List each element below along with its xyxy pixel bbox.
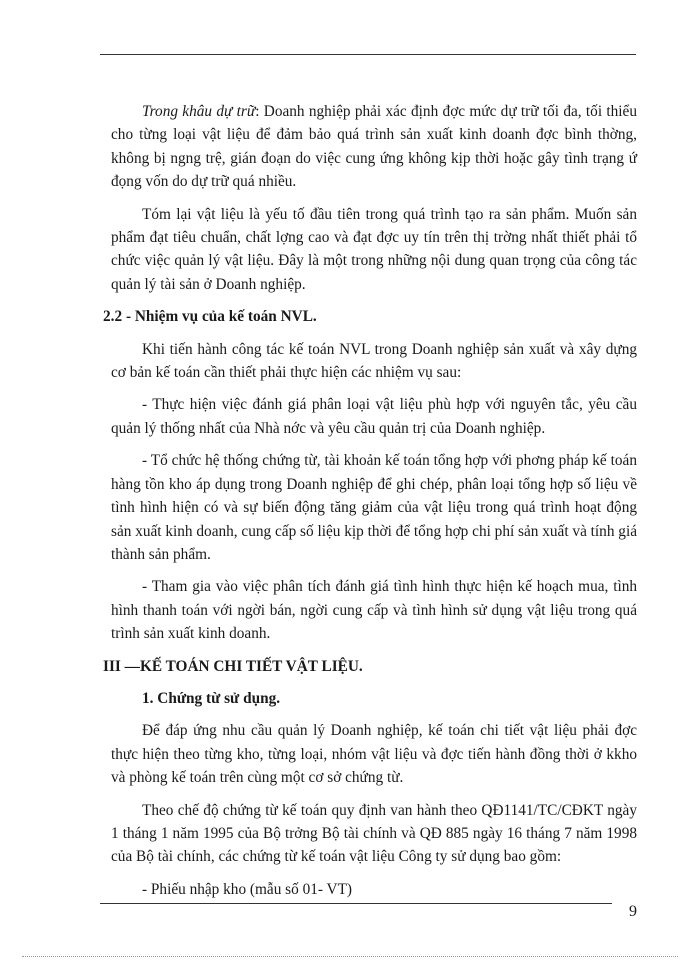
paragraph-summary: Tóm lại vật liệu là yếu tố đầu tiên trong quá trình tạo ra sản phẩm. Muốn sản phẩm đạt tiêu chuẩn, chất lợng cao và đạt đợc uy tín trên thị trờng nhất thiết phải tổ chức việc quản lý vật liệu. Đây là một trong những nội dung quan trọng của công tác quản lý tài sản ở Doanh nghiệp. xyxy=(111,205,637,293)
list-item-task-1: - Thực hiện việc đánh giá phân loại vật liệu phù hợp với nguyên tắc, yêu cầu quản lý thống nhất của Nhà nớc và yêu cầu quản trị của Doanh nghiệp. xyxy=(111,396,637,437)
header-rule xyxy=(100,54,636,55)
document-body xyxy=(103,100,637,910)
paragraph-reserve xyxy=(111,100,637,194)
footer-rule xyxy=(100,903,612,904)
page-edge-dots xyxy=(22,956,678,957)
section-heading-III: III —KẾ TOÁN CHI TIẾT VẬT LIỆU. xyxy=(103,657,363,675)
italic-lead: Trong khâu dự trữ xyxy=(142,103,256,120)
section-heading-2-2: 2.2 - Nhiệm vụ của kế toán NVL. xyxy=(103,308,317,326)
subsection-heading-1: 1. Chứng từ sử dụng. xyxy=(142,689,281,707)
paragraph-tasks-intro: Khi tiến hành công tác kế toán NVL trong Doanh nghiệp sản xuất và xây dựng cơ bản kế toán cần thiết phải thực hiện các nhiệm vụ sau: xyxy=(111,340,637,382)
paragraph-regulation: Theo chế độ chứng từ kế toán quy định van hành theo QĐ1141/TC/CĐKT ngày 1 tháng 1 năm 1995 của Bộ trởng Bộ tài chính và QĐ 885 ngày 16 tháng 7 năm 1998 của Bộ tài chính, các chứng từ kế toán vật liệu Công ty sử dụng bao gồm: xyxy=(111,801,637,866)
list-item-task-3: - Tham gia vào việc phân tích đánh giá tình hình thực hiện kế hoạch mua, tình hình thanh toán với ngời bán, ngời cung cấp và tình hình sử dụng vật liệu trong quá trình sản xuất kinh doanh. xyxy=(111,578,637,643)
paragraph-text: : Doanh nghiệp phải xác định đợc mức dự trữ tối đa, tối thiểu cho từng loại vật liệu để đảm bảo quá trình sản xuất kinh doanh đợc bình thờng, không bị ngng trệ, gián đoạn do việc cung ứng không kịp thời hoặc gây tình trạng ứ đọng vốn do dự trữ quá nhiều. xyxy=(111,103,637,191)
page-number: 9 xyxy=(629,903,637,920)
list-item-receipt: - Phiếu nhập kho (mẫu số 01- VT) xyxy=(142,880,353,898)
paragraph-requirements: Để đáp ứng nhu cầu quản lý Doanh nghiệp, kế toán chi tiết vật liệu phải đợc thực hiện theo từng kho, từng loại, nhóm vật liệu và đợc tiến hành đồng thời ở kkho và phòng kế toán trên cùng một cơ sở chứng từ. xyxy=(111,722,637,787)
list-item-task-2: - Tổ chức hệ thống chứng từ, tài khoản kế toán tổng hợp với phơng pháp kế toán hàng tồn kho áp dụng trong Doanh nghiệp để ghi chép, phân loại tổng hợp số liệu về tình hình hiện có và sự biến động tăng giảm của vật liệu trong quá trình hoạt động sản xuất kinh doanh, cung cấp số liệu kịp thời để tổng hợp chi phí sản xuất và tính giá thành sản phẩm. xyxy=(111,452,637,563)
